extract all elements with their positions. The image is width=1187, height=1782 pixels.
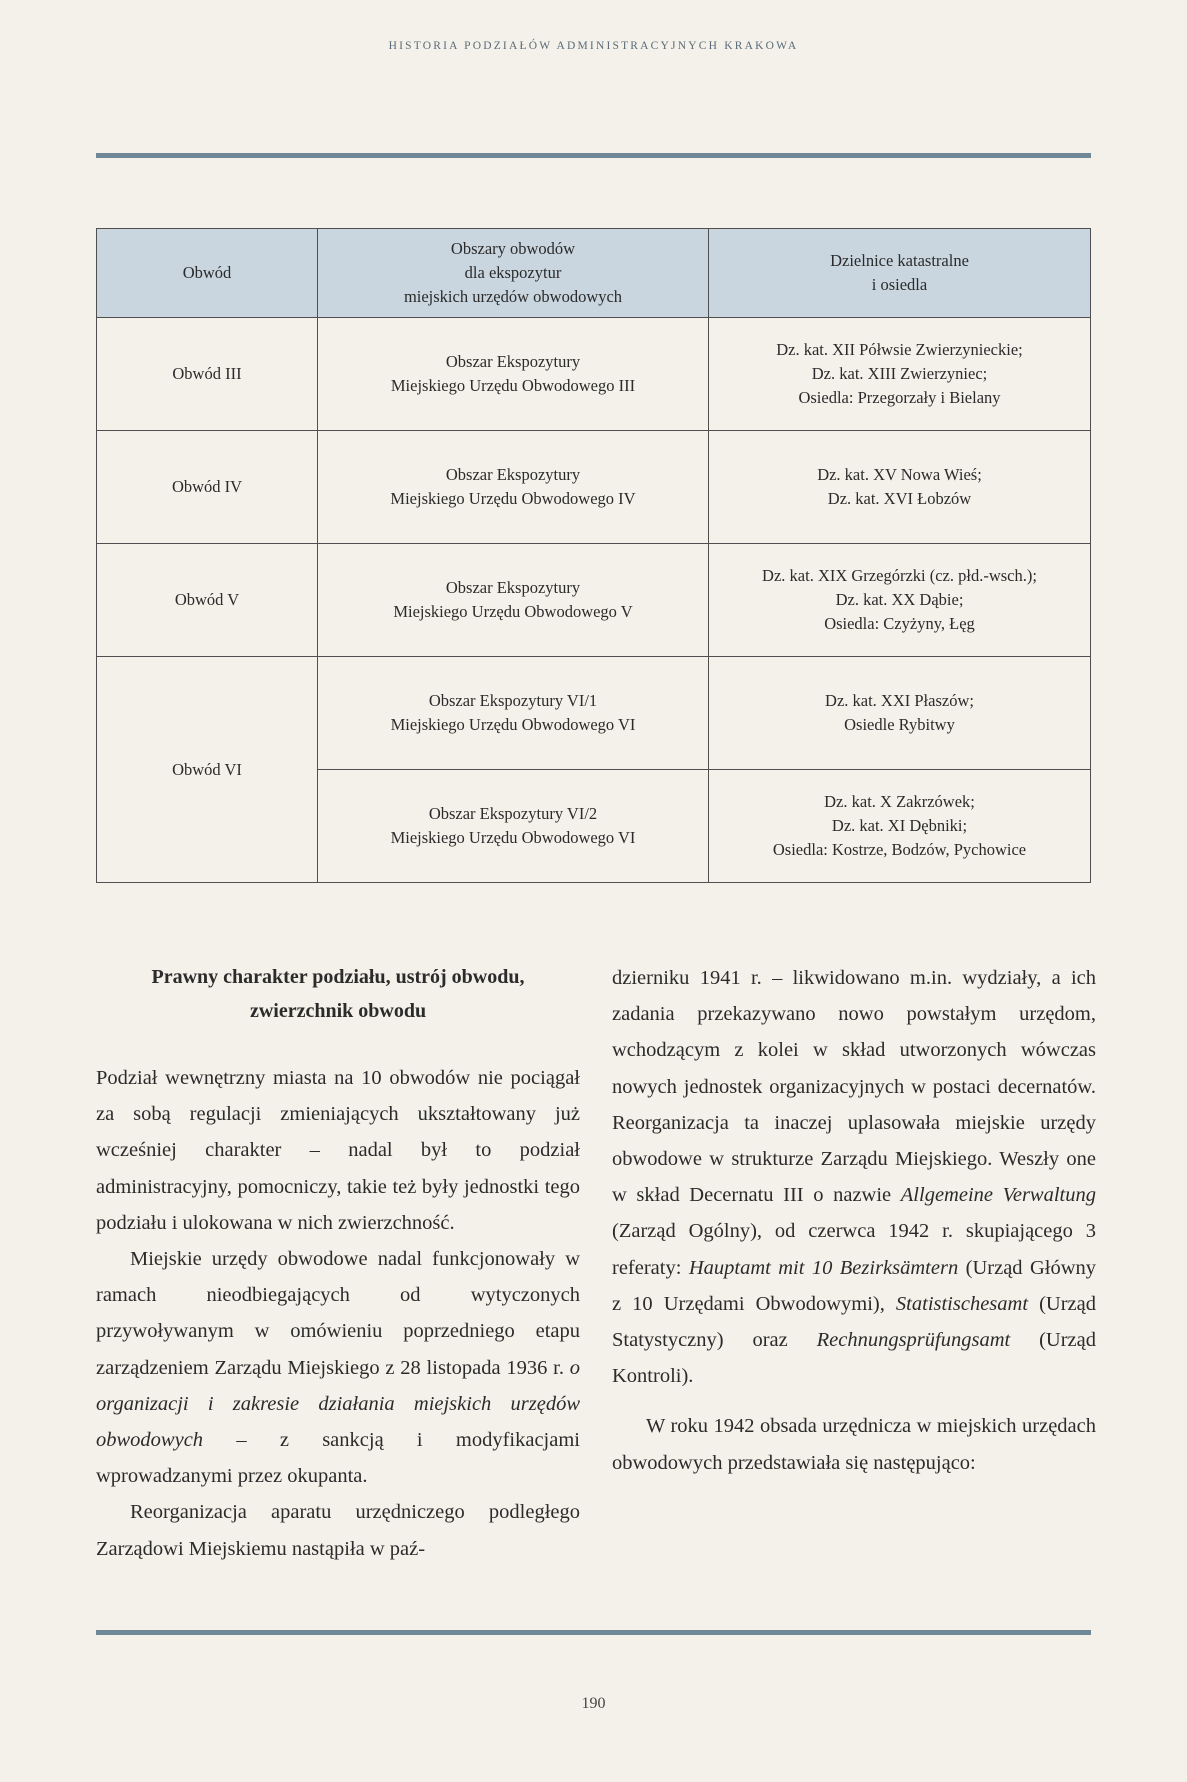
running-head: HISTORIA PODZIAŁÓW ADMINISTRACYJNYCH KRAKOWA bbox=[388, 40, 799, 52]
cell-dzielnice: Dz. kat. XIX Grzegórzki (cz. płd.-wsch.); Dz. kat. XX Dąbie; Osiedla: Czyżyny, Łęg bbox=[709, 544, 1091, 657]
header-obwod: Obwód bbox=[97, 229, 318, 318]
italic-term: Allgemeine Verwaltung bbox=[900, 1184, 1096, 1207]
top-rule bbox=[96, 153, 1091, 158]
cell-obszar: Obszar Ekspozytury Miejskiego Urzędu Obwodowego V bbox=[318, 544, 709, 657]
section-heading: Prawny charakter podziału, ustrój obwodu, zwierzchnik obwodu bbox=[151, 966, 525, 1022]
header-dzielnice: Dzielnice katastralne i osiedla bbox=[709, 229, 1091, 318]
cell-obwod: Obwód IV bbox=[97, 431, 318, 544]
cell-dzielnice: Dz. kat. X Zakrzówek; Dz. kat. XI Dębniki; Osiedla: Kostrze, Bodzów, Pychowice bbox=[709, 770, 1091, 883]
cell-obszar: Obszar Ekspozytury Miejskiego Urzędu Obwodowego III bbox=[318, 318, 709, 431]
page-number: 190 bbox=[581, 1695, 606, 1712]
paragraph: Podział wewnętrzny miasta na 10 obwodów nie pociągał za sobą regulacji zmieniających ukształtowany już wcześniej charakter – nadal był to podział administracyjny, pomocniczy, takie też były jednostki tego podziału i ulokowana w nich zwierzchność. bbox=[96, 1067, 580, 1234]
table-row bbox=[97, 318, 1091, 431]
paragraph bbox=[612, 960, 1096, 1394]
cell-dzielnice: Dz. kat. XXI Płaszów; Osiedle Rybitwy bbox=[709, 657, 1091, 770]
italic-term: Hauptamt mit 10 Bezirksämtern bbox=[688, 1256, 959, 1279]
table-header-row bbox=[97, 229, 1091, 318]
cell-dzielnice: Dz. kat. XII Półwsie Zwierzynieckie; Dz. kat. XIII Zwierzyniec; Osiedla: Przegorzały i Bielany bbox=[709, 318, 1091, 431]
paragraph bbox=[96, 1241, 580, 1494]
cell-obszar: Obszar Ekspozytury Miejskiego Urzędu Obwodowego IV bbox=[318, 431, 709, 544]
paragraph: Reorganizacja aparatu urzędniczego podległego Zarządowi Miejskiemu nastąpiła w paź- bbox=[96, 1501, 580, 1560]
text-run: (Urząd Statystyczny) oraz bbox=[612, 1292, 1096, 1352]
table-row bbox=[97, 544, 1091, 657]
text-run: (Zarząd Ogólny), od czerwca 1942 r. skupiającego 3 referaty: bbox=[612, 1220, 1096, 1279]
text-run: (Urząd Kontroli). bbox=[612, 1329, 1096, 1388]
text-run: (Urząd Główny z 10 Urzędami Obwodowymi), bbox=[612, 1256, 1097, 1315]
bottom-rule bbox=[96, 1630, 1091, 1635]
text-run: dzierniku 1941 r. – likwidowano m.in. wydziały, a ich zadania przekazywano nowo powstałym urzędom, wchodzącym z kolei w skład utworzonych wówczas nowych jednostek organizacyjnych w postaci decernatów. Reorganizacja ta inaczej uplasowała miejskie urzędy obwodowe w strukturze Zarządu Miejskiego. Weszły one w skład Decernatu III o nazwie bbox=[612, 967, 1096, 1207]
header-obszary: Obszary obwodów dla ekspozytur miejskich urzędów obwodowych bbox=[318, 229, 709, 318]
right-column bbox=[612, 960, 1096, 1481]
cell-dzielnice: Dz. kat. XV Nowa Wieś; Dz. kat. XVI Łobzów bbox=[709, 431, 1091, 544]
districts-table bbox=[96, 228, 1091, 883]
italic-term: Rechnungsprüfungsamt bbox=[816, 1329, 1011, 1352]
text-run: Miejskie urzędy obwodowe nadal funkcjonowały w ramach nieodbiegających od wytyczonych przywoływanym w omówieniu poprzedniego etapu zarządzeniem Zarządu Miejskiego z 28 listopada 1936 r. bbox=[96, 1248, 580, 1379]
left-column bbox=[96, 960, 580, 1567]
cell-obszar: Obszar Ekspozytury VI/2 Miejskiego Urzędu Obwodowego VI bbox=[318, 770, 709, 883]
cell-obszar: Obszar Ekspozytury VI/1 Miejskiego Urzędu Obwodowego VI bbox=[318, 657, 709, 770]
text-run: – z sankcją i modyfikacjami wprowadzanymi przez okupanta. bbox=[96, 1429, 580, 1488]
cell-obwod: Obwód VI bbox=[97, 657, 318, 883]
italic-term: Statistischesamt bbox=[895, 1292, 1029, 1315]
cell-obwod: Obwód III bbox=[97, 318, 318, 431]
table-row bbox=[97, 431, 1091, 544]
italic-title: o organizacji i zakresie działania miejskich urzędów obwodowych bbox=[96, 1356, 580, 1452]
table-row bbox=[97, 657, 1091, 770]
paragraph: W roku 1942 obsada urzędnicza w miejskich urzędach obwodowych przedstawiała się następująco: bbox=[612, 1415, 1096, 1474]
cell-obwod: Obwód V bbox=[97, 544, 318, 657]
